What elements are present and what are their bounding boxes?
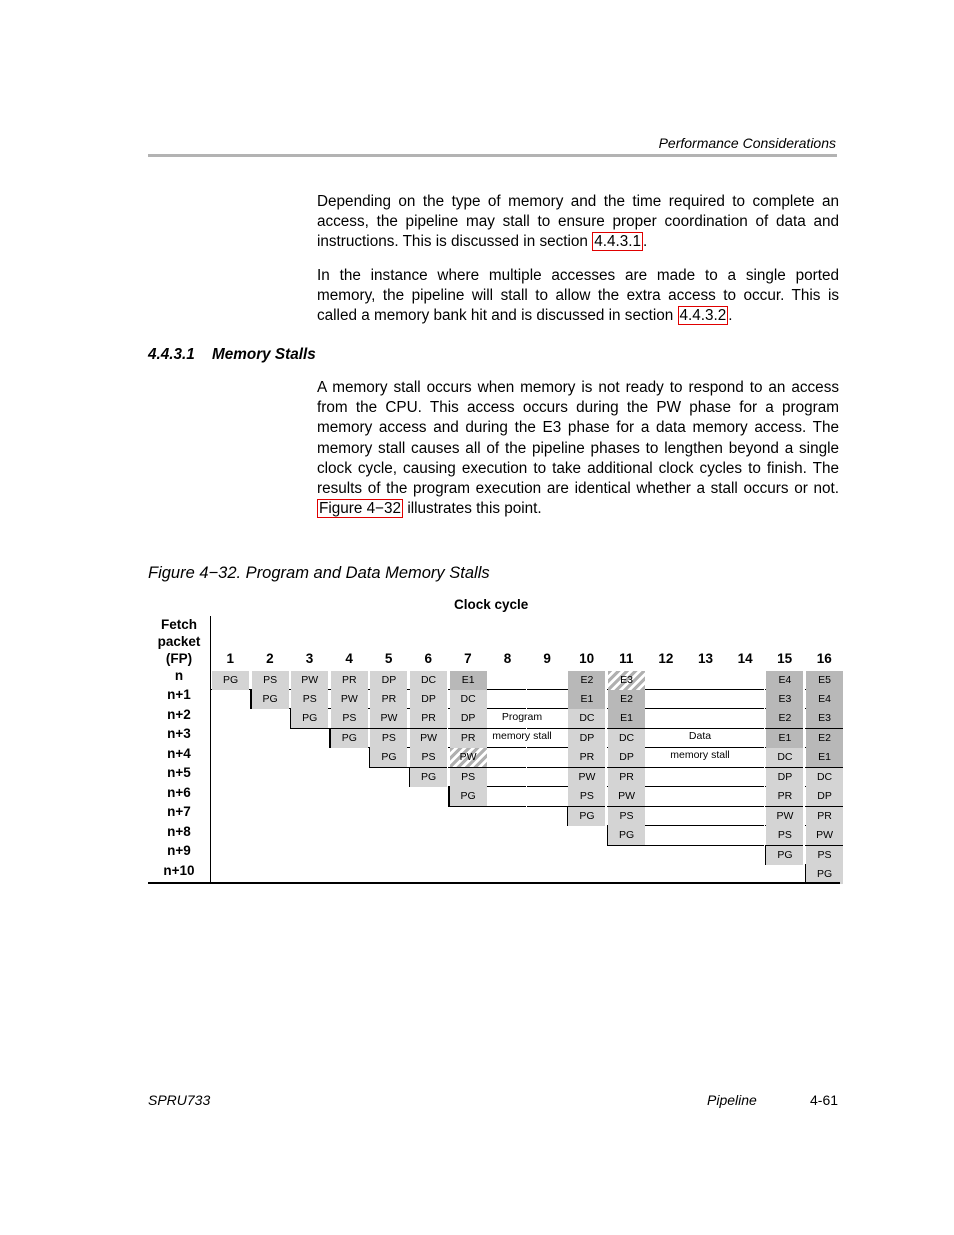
cycle-number-5: 5 [384, 651, 393, 666]
pipeline-stage-cell: DP [608, 748, 645, 767]
fetch-packet-label-line-2: packet [157, 634, 201, 649]
fetch-packet-row-label: n+1 [167, 687, 191, 703]
figure-4-32-link[interactable]: Figure 4−32 [319, 500, 402, 518]
pipeline-stage-cell: PR [450, 729, 487, 748]
program-stall-line-1: Program [501, 711, 543, 723]
pipeline-stage-cell: PS [766, 826, 803, 845]
figure-title: Figure 4−32. Program and Data Memory Stalls [148, 564, 490, 582]
pipeline-stage-cell: PG [410, 768, 447, 787]
pipeline-stage-cell: E1 [608, 709, 645, 728]
intro-paragraph-1-text: Depending on the type of memory and the time required to complete an access, the pipeline may stall to ensure proper coordination of data and instructions. This is discussed in section [317, 193, 839, 251]
pipeline-stage-cell: E5 [806, 671, 843, 690]
pipeline-stage-cell: PG [450, 787, 487, 806]
fetch-packet-row-label: n+7 [167, 804, 191, 820]
pipeline-stage-cell: PW [806, 826, 843, 845]
pipeline-stage-cell: PG [331, 729, 368, 748]
pipeline-stage-cell: PR [806, 807, 843, 826]
pipeline-stage-cell: PR [568, 748, 605, 767]
pipeline-stage-cell: E2 [608, 690, 645, 709]
pipeline-stage-cell: DC [806, 768, 843, 787]
fetch-packet-row-label: n+4 [167, 745, 191, 761]
pipeline-stage-cell: DC [766, 748, 803, 767]
pipeline-stage-cell: PW [291, 671, 328, 690]
pipeline-stage-cell: PR [410, 709, 447, 728]
pipeline-stage-cell: PS [410, 748, 447, 767]
pipeline-stage-cell: PS [450, 768, 487, 787]
pipeline-stage-cell: PG [608, 826, 645, 845]
fetch-packet-row-label: n+3 [167, 726, 191, 742]
pipeline-stage-cell: PW [370, 709, 407, 728]
pipeline-stage-cell: PG [291, 709, 328, 728]
program-memory-stall-note [483, 711, 561, 723]
pipeline-stage-cell: PW [450, 748, 487, 767]
footer-page-number: 4-61 [810, 1092, 839, 1108]
cycle-number-8: 8 [503, 651, 512, 666]
pipeline-stage-cell: DP [806, 787, 843, 806]
pipeline-stage-cell: E1 [450, 671, 487, 690]
pipeline-stage-cell: DC [450, 690, 487, 709]
cycle-number-1: 1 [226, 651, 235, 666]
memory-stalls-paragraph-text: A memory stall occurs when memory is not ready to respond to an access from the CPU. This access occurs during the PW phase for a program memory access and during the E3 phase for a data memory access. The memory stall causes all of the pipeline phases to lengthen beyond a single clock cycle, causing execution to take additional clock cycles to finish. The results of the program execution are identical whether a stall occurs or not. [317, 379, 839, 498]
pipeline-stage-cell: PS [568, 787, 605, 806]
section-4-4-3-1-link[interactable]: 4.4.3.1 [594, 233, 641, 251]
pipeline-stage-cell: PW [766, 807, 803, 826]
data-stall-line-1: Data [688, 730, 712, 742]
program-memory-stall-note-2 [483, 730, 561, 742]
pipeline-stage-cell: PG [370, 748, 407, 767]
fetch-packet-label-line-1: Fetch [160, 617, 197, 632]
cycle-number-12: 12 [658, 651, 674, 666]
memory-stalls-paragraph [317, 378, 839, 519]
pipeline-stage-cell: DP [766, 768, 803, 787]
pipeline-stage-cell: DC [608, 729, 645, 748]
pipeline-stage-cell: PG [766, 846, 803, 865]
data-stall-line-2: memory stall [670, 749, 730, 761]
intro-paragraph-2 [317, 266, 839, 327]
cycle-number-14: 14 [737, 651, 753, 666]
section-heading [148, 346, 316, 364]
pipeline-stage-cell: PS [331, 709, 368, 728]
pipeline-stage-cell: E2 [806, 729, 843, 748]
pipeline-stage-cell: DP [370, 671, 407, 690]
running-header-title: Performance Considerations [658, 135, 836, 151]
cycle-number-3: 3 [305, 651, 314, 666]
pipeline-stage-cell: PR [331, 671, 368, 690]
fetch-packet-label-line-3: (FP) [165, 651, 193, 666]
fetch-packet-row-label: n+9 [167, 843, 191, 859]
program-stall-line-2: memory stall [492, 730, 552, 742]
fetch-packet-row-label: n+10 [163, 862, 195, 878]
pipeline-stage-cell: PS [252, 671, 289, 690]
pipeline-stage-cell: E3 [806, 709, 843, 728]
diagram-bottom-rule [148, 882, 840, 884]
footer-doc-id: SPRU733 [148, 1092, 211, 1108]
pipeline-stage-cell: PW [568, 768, 605, 787]
fetch-packet-row-label: n+2 [167, 706, 191, 722]
memory-stalls-paragraph-end: illustrates this point. [403, 500, 542, 518]
pipeline-stage-cell: DP [568, 729, 605, 748]
cycle-number-13: 13 [697, 651, 713, 666]
fetch-packet-row-label: n+8 [167, 823, 191, 839]
pipeline-stage-cell: PG [212, 671, 249, 690]
pipeline-stage-cell: E1 [568, 690, 605, 709]
pipeline-stage-cell: DP [410, 690, 447, 709]
section-title: Memory Stalls [212, 346, 316, 363]
cycle-number-15: 15 [777, 651, 793, 666]
section-number: 4.4.3.1 [148, 346, 195, 363]
pipeline-stage-cell: PS [291, 690, 328, 709]
pipeline-stage-cell: E4 [806, 690, 843, 709]
pipeline-stage-cell: E2 [568, 671, 605, 690]
cycle-number-7: 7 [464, 651, 472, 666]
pipeline-stage-cell: PW [608, 787, 645, 806]
cycle-number-10: 10 [579, 651, 595, 666]
data-memory-stall-note-2 [641, 749, 759, 761]
pipeline-stage-cell: PR [766, 787, 803, 806]
pipeline-stage-cell: PS [806, 846, 843, 865]
intro-paragraph-2-text: In the instance where multiple accesses are made to a single ported memory, the pipeline will stall to allow the extra access to occur. This is called a memory bank hit and is discussed in section [317, 267, 839, 325]
pipeline-stage-cell: PG [568, 807, 605, 826]
pipeline-stage-cell: DC [568, 709, 605, 728]
cycle-number-16: 16 [816, 651, 832, 666]
footer-chapter: Pipeline [707, 1092, 757, 1108]
pipeline-stage-cell: PS [608, 807, 645, 826]
fetch-packet-row-label: n+6 [167, 784, 191, 800]
section-4-4-3-2-link[interactable]: 4.4.3.2 [679, 307, 727, 325]
pipeline-stage-cell: E1 [766, 729, 803, 748]
cycle-number-6: 6 [424, 651, 433, 666]
pipeline-stage-cell: E3 [766, 690, 803, 709]
pipeline-stage-cell: E4 [766, 671, 803, 690]
clock-cycle-label: Clock cycle [454, 597, 529, 612]
intro-paragraph-1-end: . [642, 233, 648, 251]
intro-paragraph-2-end: . [728, 307, 733, 325]
pipeline-stage-cell: E3 [608, 671, 645, 690]
cycle-number-9: 9 [543, 651, 551, 666]
pipeline-stage-cell: DC [410, 671, 447, 690]
pipeline-stage-cell: E2 [766, 709, 803, 728]
data-memory-stall-note [641, 730, 759, 742]
pipeline-stage-cell: PR [370, 690, 407, 709]
pipeline-stage-cell: PS [370, 729, 407, 748]
intro-paragraph-1 [317, 192, 839, 253]
cycle-number-11: 11 [619, 651, 634, 666]
pipeline-stage-cell: PW [331, 690, 368, 709]
pipeline-stage-cell: E1 [806, 748, 843, 767]
fetch-packet-row-label: n+5 [167, 765, 191, 781]
pipeline-stage-cell: DP [450, 709, 487, 728]
fetch-packet-label [150, 616, 208, 667]
pipeline-stage-cell: PW [410, 729, 447, 748]
cycle-number-4: 4 [345, 651, 353, 666]
cycle-number-2: 2 [266, 651, 274, 666]
pipeline-stage-cell: PG [252, 690, 289, 709]
pipeline-stage-cell: PG [806, 865, 843, 884]
pipeline-stage-cell: PR [608, 768, 645, 787]
header-rule [148, 154, 837, 157]
fetch-packet-row-label: n [174, 668, 184, 683]
